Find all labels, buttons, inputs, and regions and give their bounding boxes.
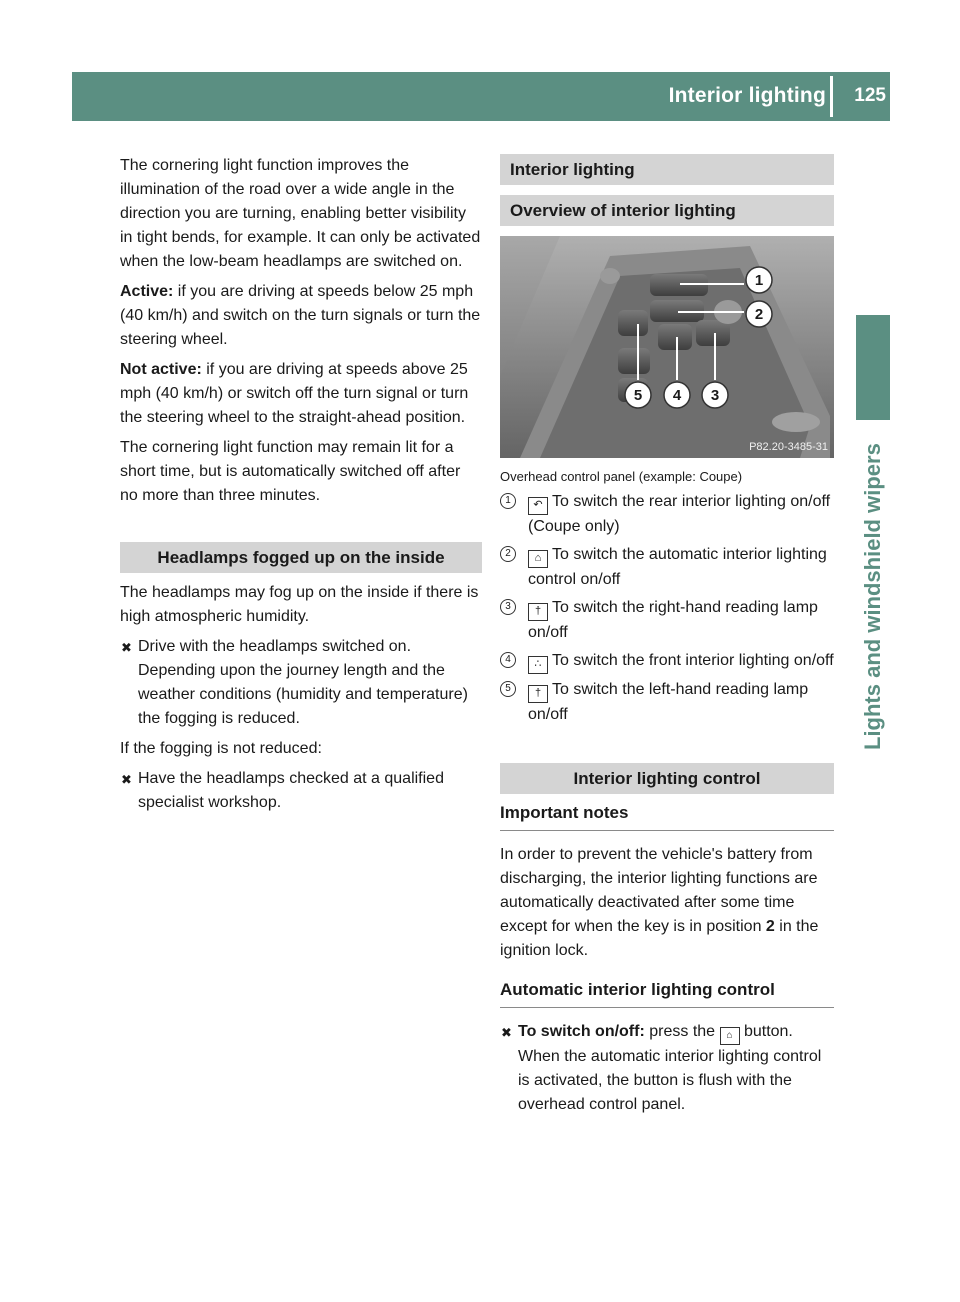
- not-active-paragraph: [120, 358, 482, 430]
- control-heading: Interior lighting control: [500, 763, 834, 794]
- auto-step-text-b: button. When the automatic interior lighting control is activated, the button is flush with the overhead control panel.: [518, 1023, 822, 1113]
- not-active-text: if you are driving at speeds above 25 mph (40 km/h) or switch off the turn signal or turn the steering wheel to the straight-ahead position.: [120, 361, 469, 426]
- overview-heading: Overview of interior lighting: [500, 195, 834, 226]
- important-notes-heading: Important notes: [500, 802, 834, 831]
- legend-number: 2: [500, 546, 516, 562]
- not-active-label: Not active:: [120, 361, 202, 378]
- fog-step-2-text: Have the headlamps checked at a qualified specialist workshop.: [138, 770, 444, 811]
- reading-lamp-icon: †: [528, 685, 548, 703]
- active-label: Active:: [120, 283, 174, 300]
- side-tab-marker: [856, 315, 890, 420]
- overhead-panel-photo: [500, 236, 834, 458]
- interior-lighting-heading: Interior lighting: [500, 154, 834, 185]
- left-column: [120, 154, 482, 821]
- callout-1: 1: [754, 272, 764, 289]
- callout-3: 3: [710, 387, 720, 404]
- cornering-intro: The cornering light function improves the illumination of the road over a wide angle in the direction you are turning, enabling better visibility in tight bends, for example. It can only be activated when the low-beam headlamps are switched on.: [120, 157, 481, 270]
- active-text: if you are driving at speeds below 25 mph (40 km/h) and switch on the turn signals or turn the steering wheel.: [120, 283, 481, 348]
- callout-2: 2: [754, 306, 764, 323]
- callout-5: 5: [633, 387, 643, 404]
- auto-step: [500, 1020, 834, 1117]
- fog-section-heading: Headlamps fogged up on the inside: [120, 542, 482, 573]
- important-notes-text-a: In order to prevent the vehicle's battery from discharging, the interior lighting functions are automatically deactivated after some time except for when the key is in position: [500, 846, 818, 935]
- reading-lamp-icon: †: [528, 603, 548, 621]
- important-notes-text-b: in the ignition lock.: [500, 918, 819, 959]
- side-tab: [856, 443, 890, 800]
- legend-number: 4: [500, 652, 516, 668]
- auto-light-icon: ⌂: [720, 1027, 740, 1045]
- auto-light-icon: ⌂: [528, 550, 548, 568]
- auto-step-text-a: press the: [644, 1023, 720, 1040]
- legend-item: [500, 543, 834, 592]
- page-number: 125: [854, 85, 886, 106]
- legend-item: [500, 678, 834, 727]
- important-notes-text: [500, 843, 834, 963]
- overhead-panel-illustration: [500, 236, 834, 458]
- legend-item: [500, 649, 834, 674]
- legend-text: To switch the left-hand reading lamp on/off: [528, 681, 809, 723]
- active-paragraph: [120, 280, 482, 352]
- header-title: Interior lighting: [668, 84, 826, 107]
- legend-text: To switch the automatic interior lighting control on/off: [528, 546, 827, 588]
- legend-item: [500, 596, 834, 645]
- legend-number: 1: [500, 493, 516, 509]
- right-column: [500, 154, 834, 1123]
- fog-intro: The headlamps may fog up on the inside if there is high atmospheric humidity.: [120, 584, 479, 625]
- header-separator: [830, 76, 833, 117]
- auto-control-heading: Automatic interior lighting control: [500, 979, 834, 1008]
- legend-text: To switch the right-hand reading lamp on/off: [528, 599, 818, 641]
- fog-step-2: [120, 767, 482, 815]
- remain-lit-paragraph: The cornering light function may remain lit for a short time, but is automatically switched off after no more than three minutes.: [120, 439, 461, 504]
- rear-light-icon: ↶: [528, 497, 548, 515]
- callout-4: 4: [672, 387, 682, 404]
- key-position: 2: [765, 918, 775, 935]
- fog-step-1: [120, 635, 482, 731]
- step-arrow-icon: ✖: [501, 1025, 512, 1040]
- page-header: [72, 72, 890, 121]
- photo-code: P82.20-3485-31: [749, 441, 828, 453]
- front-light-icon: ∴: [528, 656, 548, 674]
- photo-caption: Overhead control panel (example: Coupe): [500, 469, 743, 484]
- step-arrow-icon: ✖: [121, 640, 132, 655]
- step-arrow-icon: ✖: [121, 772, 132, 787]
- legend-number: 5: [500, 681, 516, 697]
- legend-number: 3: [500, 599, 516, 615]
- auto-step-label: To switch on/off:: [518, 1023, 645, 1040]
- fog-step-1-text: Drive with the headlamps switched on. Depending upon the journey length and the weather conditions (humidity and temperature) the fogging is reduced.: [138, 638, 468, 727]
- fog-not-reduced: If the fogging is not reduced:: [120, 740, 322, 757]
- legend-text: To switch the rear interior lighting on/off (Coupe only): [528, 493, 831, 535]
- legend-item: [500, 490, 834, 539]
- legend-text: To switch the front interior lighting on/off: [552, 652, 834, 669]
- side-tab-label: Lights and windshield wipers: [860, 443, 885, 750]
